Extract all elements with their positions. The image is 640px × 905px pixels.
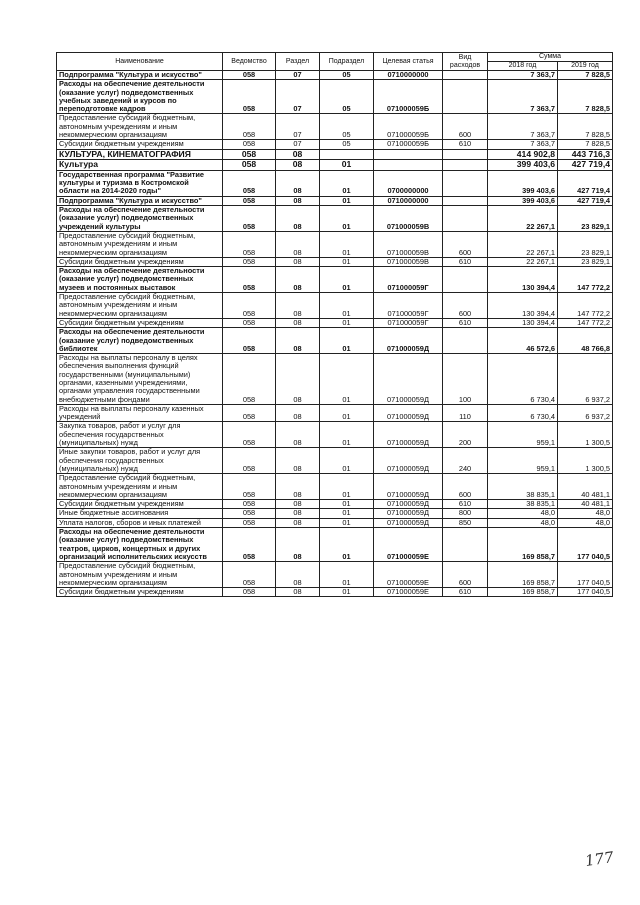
- cell-2018: 22 267,1: [488, 206, 558, 232]
- cell-type: 200: [443, 422, 488, 448]
- cell-section: 08: [276, 588, 320, 597]
- cell-target: 071000059В: [374, 206, 443, 232]
- cell-target: 071000059В: [374, 231, 443, 257]
- table-row: [57, 196, 613, 205]
- cell-name: КУЛЬТУРА, КИНЕМАТОГРАФИЯ: [57, 149, 223, 160]
- cell-dept: 058: [223, 170, 276, 196]
- cell-type: [443, 328, 488, 354]
- cell-name: Расходы на обеспечение деятельности (оказание услуг) подведомственных учебных заведений и курсов по переподготовке кадров: [57, 80, 223, 114]
- cell-2018: 6 730,4: [488, 354, 558, 405]
- page-number: 177: [583, 848, 615, 870]
- cell-name: Предоставление субсидий бюджетным, автономным учреждениям и иным некоммерческим организациям: [57, 114, 223, 140]
- cell-2018: 7 363,7: [488, 71, 558, 80]
- cell-target: 071000059Е: [374, 528, 443, 562]
- cell-target: 071000059Е: [374, 562, 443, 588]
- cell-name: Расходы на обеспечение деятельности (оказание услуг) подведомственных театров, цирков, концертных и других организаций исполнительских искусств: [57, 528, 223, 562]
- cell-dept: 058: [223, 588, 276, 597]
- table-row: [57, 170, 613, 196]
- cell-target: 071000059Д: [374, 509, 443, 518]
- cell-target: 071000059Д: [374, 354, 443, 405]
- cell-dept: 058: [223, 231, 276, 257]
- cell-type: 600: [443, 293, 488, 319]
- cell-type: 600: [443, 562, 488, 588]
- cell-2019: 177 040,5: [558, 562, 613, 588]
- table-row: [57, 518, 613, 527]
- cell-name: Иные закупки товаров, работ и услуг для обеспечения государственных (муниципальных) нужд: [57, 448, 223, 474]
- cell-type: 610: [443, 140, 488, 149]
- cell-dept: 058: [223, 140, 276, 149]
- cell-subsection: 01: [320, 267, 374, 293]
- cell-2019: 40 481,1: [558, 500, 613, 509]
- cell-2019: 6 937,2: [558, 404, 613, 422]
- header-section: Раздел: [276, 53, 320, 71]
- cell-2019: 147 772,2: [558, 267, 613, 293]
- cell-type: 110: [443, 404, 488, 422]
- table-row: [57, 114, 613, 140]
- cell-name: Расходы на обеспечение деятельности (оказание услуг) подведомственных учреждений культуры: [57, 206, 223, 232]
- cell-2018: 38 835,1: [488, 500, 558, 509]
- cell-2019: 427 719,4: [558, 170, 613, 196]
- cell-section: 08: [276, 354, 320, 405]
- cell-section: 07: [276, 114, 320, 140]
- cell-name: Субсидии бюджетным учреждениям: [57, 588, 223, 597]
- cell-subsection: 05: [320, 140, 374, 149]
- cell-section: 08: [276, 231, 320, 257]
- cell-subsection: 05: [320, 114, 374, 140]
- table-row: [57, 422, 613, 448]
- cell-section: 08: [276, 293, 320, 319]
- table-row: [57, 80, 613, 114]
- cell-2019: 7 828,5: [558, 80, 613, 114]
- cell-section: 08: [276, 149, 320, 160]
- cell-type: [443, 528, 488, 562]
- cell-2018: 399 403,6: [488, 196, 558, 205]
- cell-target: 071000059Д: [374, 518, 443, 527]
- cell-2018: 22 267,1: [488, 231, 558, 257]
- cell-subsection: 01: [320, 588, 374, 597]
- cell-section: 08: [276, 422, 320, 448]
- cell-type: 600: [443, 114, 488, 140]
- cell-section: 08: [276, 160, 320, 171]
- table-row: [57, 404, 613, 422]
- cell-target: 071000059Г: [374, 267, 443, 293]
- cell-type: 610: [443, 588, 488, 597]
- cell-subsection: [320, 149, 374, 160]
- cell-dept: 058: [223, 509, 276, 518]
- cell-target: 071000059Д: [374, 404, 443, 422]
- cell-type: [443, 71, 488, 80]
- cell-2019: 48 766,8: [558, 328, 613, 354]
- cell-target: [374, 160, 443, 171]
- cell-dept: 058: [223, 149, 276, 160]
- table-row: [57, 509, 613, 518]
- cell-section: 08: [276, 448, 320, 474]
- cell-name: Уплата налогов, сборов и иных платежей: [57, 518, 223, 527]
- cell-dept: 058: [223, 160, 276, 171]
- cell-name: Субсидии бюджетным учреждениям: [57, 500, 223, 509]
- cell-target: 071000059Д: [374, 328, 443, 354]
- table-row: [57, 257, 613, 266]
- header-dept: Ведомство: [223, 53, 276, 71]
- cell-dept: 058: [223, 422, 276, 448]
- cell-type: 240: [443, 448, 488, 474]
- cell-2018: 7 363,7: [488, 114, 558, 140]
- cell-type: [443, 170, 488, 196]
- cell-name: Субсидии бюджетным учреждениям: [57, 257, 223, 266]
- cell-2019: 147 772,2: [558, 318, 613, 327]
- cell-dept: 058: [223, 267, 276, 293]
- header-name: Наименование: [57, 53, 223, 71]
- cell-2018: 22 267,1: [488, 257, 558, 266]
- cell-2018: 7 363,7: [488, 80, 558, 114]
- cell-dept: 058: [223, 448, 276, 474]
- cell-dept: 058: [223, 404, 276, 422]
- cell-target: 071000059В: [374, 257, 443, 266]
- cell-subsection: 01: [320, 293, 374, 319]
- cell-2019: 48,0: [558, 518, 613, 527]
- cell-dept: 058: [223, 318, 276, 327]
- cell-name: Расходы на обеспечение деятельности (оказание услуг) подведомственных музеев и постоянных выставок: [57, 267, 223, 293]
- cell-2018: 48,0: [488, 518, 558, 527]
- cell-name: Предоставление субсидий бюджетным, автономным учреждениям и иным некоммерческим организациям: [57, 562, 223, 588]
- table-row: [57, 160, 613, 171]
- cell-subsection: 01: [320, 509, 374, 518]
- table-row: [57, 293, 613, 319]
- cell-name: Предоставление субсидий бюджетным, автономным учреждениям и иным некоммерческим организациям: [57, 293, 223, 319]
- cell-type: 610: [443, 318, 488, 327]
- cell-dept: 058: [223, 562, 276, 588]
- cell-subsection: 01: [320, 562, 374, 588]
- cell-type: 600: [443, 474, 488, 500]
- cell-type: [443, 267, 488, 293]
- table-row: [57, 71, 613, 80]
- cell-subsection: 01: [320, 231, 374, 257]
- table-row: [57, 267, 613, 293]
- cell-section: 08: [276, 170, 320, 196]
- header-type: Вид расходов: [443, 53, 488, 71]
- cell-target: 071000059Д: [374, 500, 443, 509]
- cell-subsection: 01: [320, 404, 374, 422]
- cell-2019: 40 481,1: [558, 474, 613, 500]
- cell-2018: 399 403,6: [488, 170, 558, 196]
- cell-2018: 38 835,1: [488, 474, 558, 500]
- cell-name: Культура: [57, 160, 223, 171]
- cell-2018: 130 394,4: [488, 267, 558, 293]
- cell-section: 08: [276, 509, 320, 518]
- table-row: [57, 528, 613, 562]
- cell-type: 850: [443, 518, 488, 527]
- cell-target: 071000059Б: [374, 80, 443, 114]
- cell-2018: 130 394,4: [488, 318, 558, 327]
- cell-section: 08: [276, 404, 320, 422]
- table-row: [57, 206, 613, 232]
- cell-subsection: 01: [320, 474, 374, 500]
- cell-dept: 058: [223, 500, 276, 509]
- cell-subsection: 05: [320, 80, 374, 114]
- cell-name: Иные бюджетные ассигнования: [57, 509, 223, 518]
- cell-dept: 058: [223, 293, 276, 319]
- budget-table: [56, 52, 613, 597]
- cell-section: 08: [276, 196, 320, 205]
- table-row: [57, 448, 613, 474]
- header-subsection: Подраздел: [320, 53, 374, 71]
- cell-dept: 058: [223, 80, 276, 114]
- cell-target: 071000059Д: [374, 474, 443, 500]
- cell-target: 0710000000: [374, 196, 443, 205]
- cell-target: 071000059Б: [374, 114, 443, 140]
- table-row: [57, 500, 613, 509]
- header-2018: 2018 год: [488, 62, 558, 71]
- cell-2019: 427 719,4: [558, 196, 613, 205]
- cell-2019: 7 828,5: [558, 71, 613, 80]
- cell-2019: 177 040,5: [558, 588, 613, 597]
- cell-2019: 443 716,3: [558, 149, 613, 160]
- cell-type: 610: [443, 257, 488, 266]
- cell-dept: 058: [223, 257, 276, 266]
- cell-section: 08: [276, 328, 320, 354]
- header-2019: 2019 год: [558, 62, 613, 71]
- cell-target: 071000059Д: [374, 448, 443, 474]
- cell-subsection: 05: [320, 71, 374, 80]
- cell-section: 08: [276, 318, 320, 327]
- cell-2018: 399 403,6: [488, 160, 558, 171]
- header-sum: Сумма: [488, 53, 613, 62]
- cell-2018: 169 858,7: [488, 588, 558, 597]
- cell-2019: 7 828,5: [558, 140, 613, 149]
- cell-type: 800: [443, 509, 488, 518]
- cell-name: Субсидии бюджетным учреждениям: [57, 318, 223, 327]
- cell-subsection: 01: [320, 257, 374, 266]
- table-row: [57, 354, 613, 405]
- cell-target: 071000059Г: [374, 318, 443, 327]
- cell-2018: 169 858,7: [488, 528, 558, 562]
- cell-2019: 48,0: [558, 509, 613, 518]
- cell-2018: 169 858,7: [488, 562, 558, 588]
- cell-dept: 058: [223, 328, 276, 354]
- cell-subsection: 01: [320, 160, 374, 171]
- cell-2019: 427 719,4: [558, 160, 613, 171]
- cell-type: [443, 160, 488, 171]
- cell-subsection: 01: [320, 318, 374, 327]
- table-row: [57, 318, 613, 327]
- cell-dept: 058: [223, 196, 276, 205]
- cell-subsection: 01: [320, 196, 374, 205]
- cell-section: 08: [276, 562, 320, 588]
- cell-subsection: 01: [320, 354, 374, 405]
- cell-name: Субсидии бюджетным учреждениям: [57, 140, 223, 149]
- table-row: [57, 562, 613, 588]
- cell-name: Расходы на выплаты персоналу в целях обеспечения выполнения функций государственными (муниципальными) органами, казенными учреждениями, органами управления государственными внебюджетными фондами: [57, 354, 223, 405]
- cell-section: 08: [276, 257, 320, 266]
- cell-name: Подпрограмма "Культура и искусство": [57, 196, 223, 205]
- cell-section: 08: [276, 267, 320, 293]
- cell-2019: 1 300,5: [558, 422, 613, 448]
- cell-dept: 058: [223, 114, 276, 140]
- cell-2019: 1 300,5: [558, 448, 613, 474]
- cell-name: Расходы на обеспечение деятельности (оказание услуг) подведомственных библиотек: [57, 328, 223, 354]
- cell-2019: 23 829,1: [558, 206, 613, 232]
- cell-dept: 058: [223, 518, 276, 527]
- cell-subsection: 01: [320, 500, 374, 509]
- cell-dept: 058: [223, 474, 276, 500]
- cell-dept: 058: [223, 71, 276, 80]
- cell-section: 08: [276, 500, 320, 509]
- cell-section: 07: [276, 80, 320, 114]
- cell-name: Закупка товаров, работ и услуг для обеспечения государственных (муниципальных) нужд: [57, 422, 223, 448]
- cell-subsection: 01: [320, 448, 374, 474]
- cell-section: 07: [276, 71, 320, 80]
- cell-target: 071000059Е: [374, 588, 443, 597]
- table-row: [57, 588, 613, 597]
- cell-type: [443, 196, 488, 205]
- cell-section: 08: [276, 206, 320, 232]
- cell-subsection: 01: [320, 328, 374, 354]
- cell-target: 071000059Д: [374, 422, 443, 448]
- cell-2018: 6 730,4: [488, 404, 558, 422]
- cell-target: 0710000000: [374, 71, 443, 80]
- cell-dept: 058: [223, 354, 276, 405]
- cell-name: Государственная программа "Развитие культуры и туризма в Костромской области на 2014-2020 годы": [57, 170, 223, 196]
- cell-target: 071000059Б: [374, 140, 443, 149]
- cell-section: 08: [276, 518, 320, 527]
- cell-type: 610: [443, 500, 488, 509]
- table-row: [57, 328, 613, 354]
- cell-section: 07: [276, 140, 320, 149]
- cell-2018: 414 902,8: [488, 149, 558, 160]
- cell-type: [443, 80, 488, 114]
- cell-target: 071000059Г: [374, 293, 443, 319]
- cell-name: Расходы на выплаты персоналу казенных учреждений: [57, 404, 223, 422]
- cell-2019: 6 937,2: [558, 354, 613, 405]
- header-target: Целевая статья: [374, 53, 443, 71]
- table-body: [57, 71, 613, 597]
- cell-section: 08: [276, 474, 320, 500]
- cell-2019: 177 040,5: [558, 528, 613, 562]
- cell-2018: 48,0: [488, 509, 558, 518]
- cell-type: 600: [443, 231, 488, 257]
- cell-dept: 058: [223, 528, 276, 562]
- cell-section: 08: [276, 528, 320, 562]
- cell-subsection: 01: [320, 170, 374, 196]
- cell-subsection: 01: [320, 528, 374, 562]
- cell-2019: 7 828,5: [558, 114, 613, 140]
- cell-name: Подпрограмма "Культура и искусство": [57, 71, 223, 80]
- cell-subsection: 01: [320, 206, 374, 232]
- cell-subsection: 01: [320, 518, 374, 527]
- cell-target: 0700000000: [374, 170, 443, 196]
- cell-2018: 959,1: [488, 422, 558, 448]
- cell-name: Предоставление субсидий бюджетным, автономным учреждениям и иным некоммерческим организациям: [57, 231, 223, 257]
- table-row: [57, 231, 613, 257]
- cell-2018: 7 363,7: [488, 140, 558, 149]
- table-row: [57, 474, 613, 500]
- cell-2018: 46 572,6: [488, 328, 558, 354]
- cell-name: Предоставление субсидий бюджетным, автономным учреждениям и иным некоммерческим организациям: [57, 474, 223, 500]
- cell-2018: 130 394,4: [488, 293, 558, 319]
- cell-type: [443, 206, 488, 232]
- cell-type: [443, 149, 488, 160]
- cell-2019: 23 829,1: [558, 231, 613, 257]
- cell-target: [374, 149, 443, 160]
- table-row: [57, 140, 613, 149]
- table-row: [57, 149, 613, 160]
- cell-2018: 959,1: [488, 448, 558, 474]
- cell-dept: 058: [223, 206, 276, 232]
- cell-subsection: 01: [320, 422, 374, 448]
- cell-2019: 23 829,1: [558, 257, 613, 266]
- cell-2019: 147 772,2: [558, 293, 613, 319]
- cell-type: 100: [443, 354, 488, 405]
